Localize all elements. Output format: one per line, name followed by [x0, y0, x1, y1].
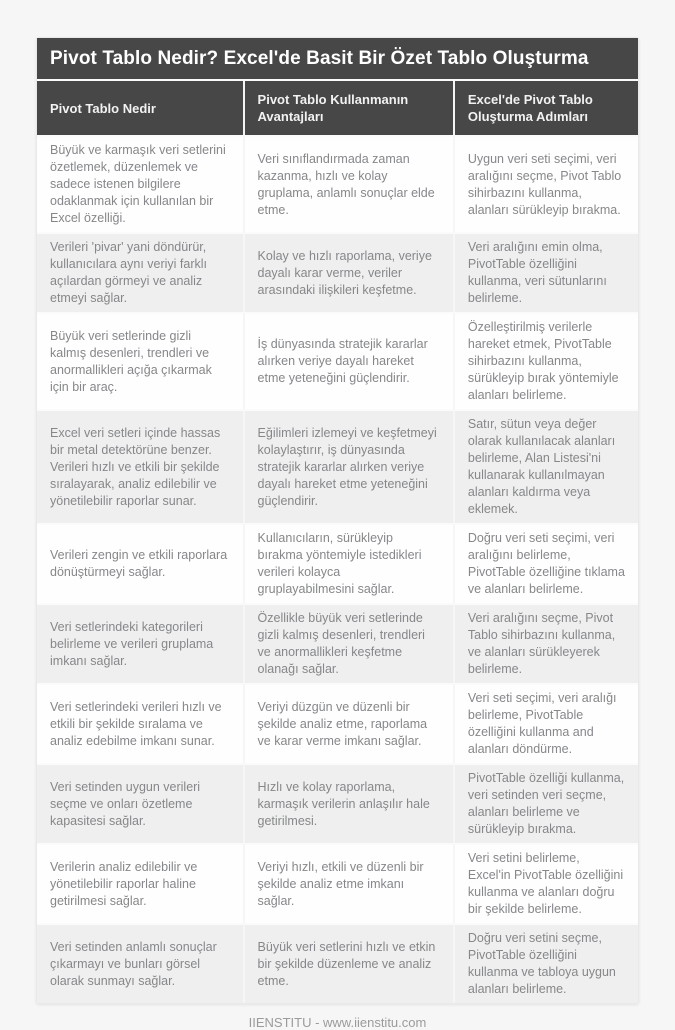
table-row	[37, 312, 638, 409]
table-row	[37, 232, 638, 312]
table-cell: Doğru veri setini seçme, PivotTable özelliğini kullanma ve tabloya uygun alanları belirleme.	[453, 923, 638, 1003]
table-header	[37, 81, 638, 135]
table-cell: Excel veri setleri içinde hassas bir metal detektörüne benzer. Verileri hızlı ve etkili bir şekilde sıralayarak, analiz edilebilir ve yönetilebilir raporlar sunar.	[37, 409, 243, 523]
table-cell: Veri sınıflandırmada zaman kazanma, hızlı ve kolay gruplama, anlamlı sonuçlar elde etme.	[243, 135, 453, 232]
table-cell: Büyük veri setlerinde gizli kalmış desenleri, trendleri ve anormallikleri açığa çıkarmak için bir araç.	[37, 312, 243, 409]
table-row	[37, 923, 638, 1003]
table-cell: Büyük veri setlerini hızlı ve etkin bir şekilde düzenleme ve analiz etme.	[243, 923, 453, 1003]
table-cell: Veri seti seçimi, veri aralığı belirleme, PivotTable özelliğini kullanma and alanları döndürme.	[453, 683, 638, 763]
table-cell: Doğru veri seti seçimi, veri aralığını belirleme, PivotTable özelliğine tıklama ve alanları belirleme.	[453, 523, 638, 603]
table-cell: Verilerin analiz edilebilir ve yönetilebilir raporlar haline getirilmesi sağlar.	[37, 843, 243, 923]
table-row	[37, 409, 638, 523]
table-cell: Özellikle büyük veri setlerinde gizli kalmış desenleri, trendleri ve anormallikleri keşfetme olanağı sağlar.	[243, 603, 453, 683]
footer-credit: IIENSTITU - www.iienstitu.com	[248, 1015, 427, 1030]
table-cell: Veriyi düzgün ve düzenli bir şekilde analiz etme, raporlama ve karar verme imkanı sağlar.	[243, 683, 453, 763]
table-cell: Verileri 'pivar' yani döndürür, kullanıcılara aynı veriyi farklı açılardan görmeyi ve analiz etmeyi sağlar.	[37, 232, 243, 312]
page-title: Pivot Tablo Nedir? Excel'de Basit Bir Özet Tablo Oluşturma	[37, 38, 638, 81]
table-row	[37, 763, 638, 843]
table-cell: Veri setinden anlamlı sonuçlar çıkarmayı ve bunları görsel olarak sunmayı sağlar.	[37, 923, 243, 1003]
table-cell: Veri aralığını seçme, Pivot Tablo sihirbazını kullanma, ve alanları sürükleyerek belirleme.	[453, 603, 638, 683]
table-cell: Eğilimleri izlemeyi ve keşfetmeyi kolaylaştırır, iş dünyasında stratejik kararlar alırken veriye dayalı hareket etme yeteneğini güçlendirir.	[243, 409, 453, 523]
table-cell: Veri aralığını emin olma, PivotTable özelliğini kullanma, veri sütunlarını belirleme.	[453, 232, 638, 312]
table-row	[37, 843, 638, 923]
table-cell: Veri setini belirleme, Excel'in PivotTable özelliğini kullanma ve alanları doğru bir şekilde belirleme.	[453, 843, 638, 923]
header-row	[37, 81, 638, 135]
table-cell: Uygun veri seti seçimi, veri aralığını seçme, Pivot Tablo sihirbazını kullanma, alanları sürükleyip bırakma.	[453, 135, 638, 232]
table-cell: Veri setlerindeki kategorileri belirleme ve verileri gruplama imkanı sağlar.	[37, 603, 243, 683]
column-header-avantajlari: Pivot Tablo Kullanmanın Avantajları	[243, 81, 453, 135]
table-cell: Veri setinden uygun verileri seçme ve onları özetleme kapasitesi sağlar.	[37, 763, 243, 843]
table-row	[37, 683, 638, 763]
table-body	[37, 135, 638, 1003]
table-cell: Büyük ve karmaşık veri setlerini özetlemek, düzenlemek ve sadece istenen bilgilere odaklanmak için kullanılan bir Excel özelliği.	[37, 135, 243, 232]
table-row	[37, 523, 638, 603]
table-row	[37, 135, 638, 232]
table-cell: Kullanıcıların, sürükleyip bırakma yöntemiyle istedikleri verileri kolayca gruplayabilmesini sağlar.	[243, 523, 453, 603]
table-row	[37, 603, 638, 683]
table-cell: Veri setlerindeki verileri hızlı ve etkili bir şekilde sıralama ve analiz edebilme imkanı sunar.	[37, 683, 243, 763]
table-cell: Özelleştirilmiş verilerle hareket etmek, PivotTable sihirbazını kullanma, sürükleyip bırak yöntemiyle alanları belirleme.	[453, 312, 638, 409]
table-cell: Veriyi hızlı, etkili ve düzenli bir şekilde analiz etme imkanı sağlar.	[243, 843, 453, 923]
column-header-pivot-tablo-nedir: Pivot Tablo Nedir	[37, 81, 243, 135]
pivot-info-table	[37, 81, 638, 1003]
table-cell: Satır, sütun veya değer olarak kullanılacak alanları belirleme, Alan Listesi'ni kullanarak kullanılmayan alanları kaldırma veya eklemek.	[453, 409, 638, 523]
table-cell: İş dünyasında stratejik kararlar alırken veriye dayalı hareket etme yeteneğini güçlendirir.	[243, 312, 453, 409]
column-header-olusturma-adimlari: Excel'de Pivot Tablo Oluşturma Adımları	[453, 81, 638, 135]
pivot-table-card	[36, 37, 639, 1004]
table-cell: PivotTable özelliği kullanma, veri setinden veri seçme, alanları belirleme ve sürükleyip bırakma.	[453, 763, 638, 843]
table-cell: Kolay ve hızlı raporlama, veriye dayalı karar verme, veriler arasındaki ilişkileri keşfetme.	[243, 232, 453, 312]
table-cell: Hızlı ve kolay raporlama, karmaşık verilerin anlaşılır hale getirilmesi.	[243, 763, 453, 843]
table-cell: Verileri zengin ve etkili raporlara dönüştürmeyi sağlar.	[37, 523, 243, 603]
